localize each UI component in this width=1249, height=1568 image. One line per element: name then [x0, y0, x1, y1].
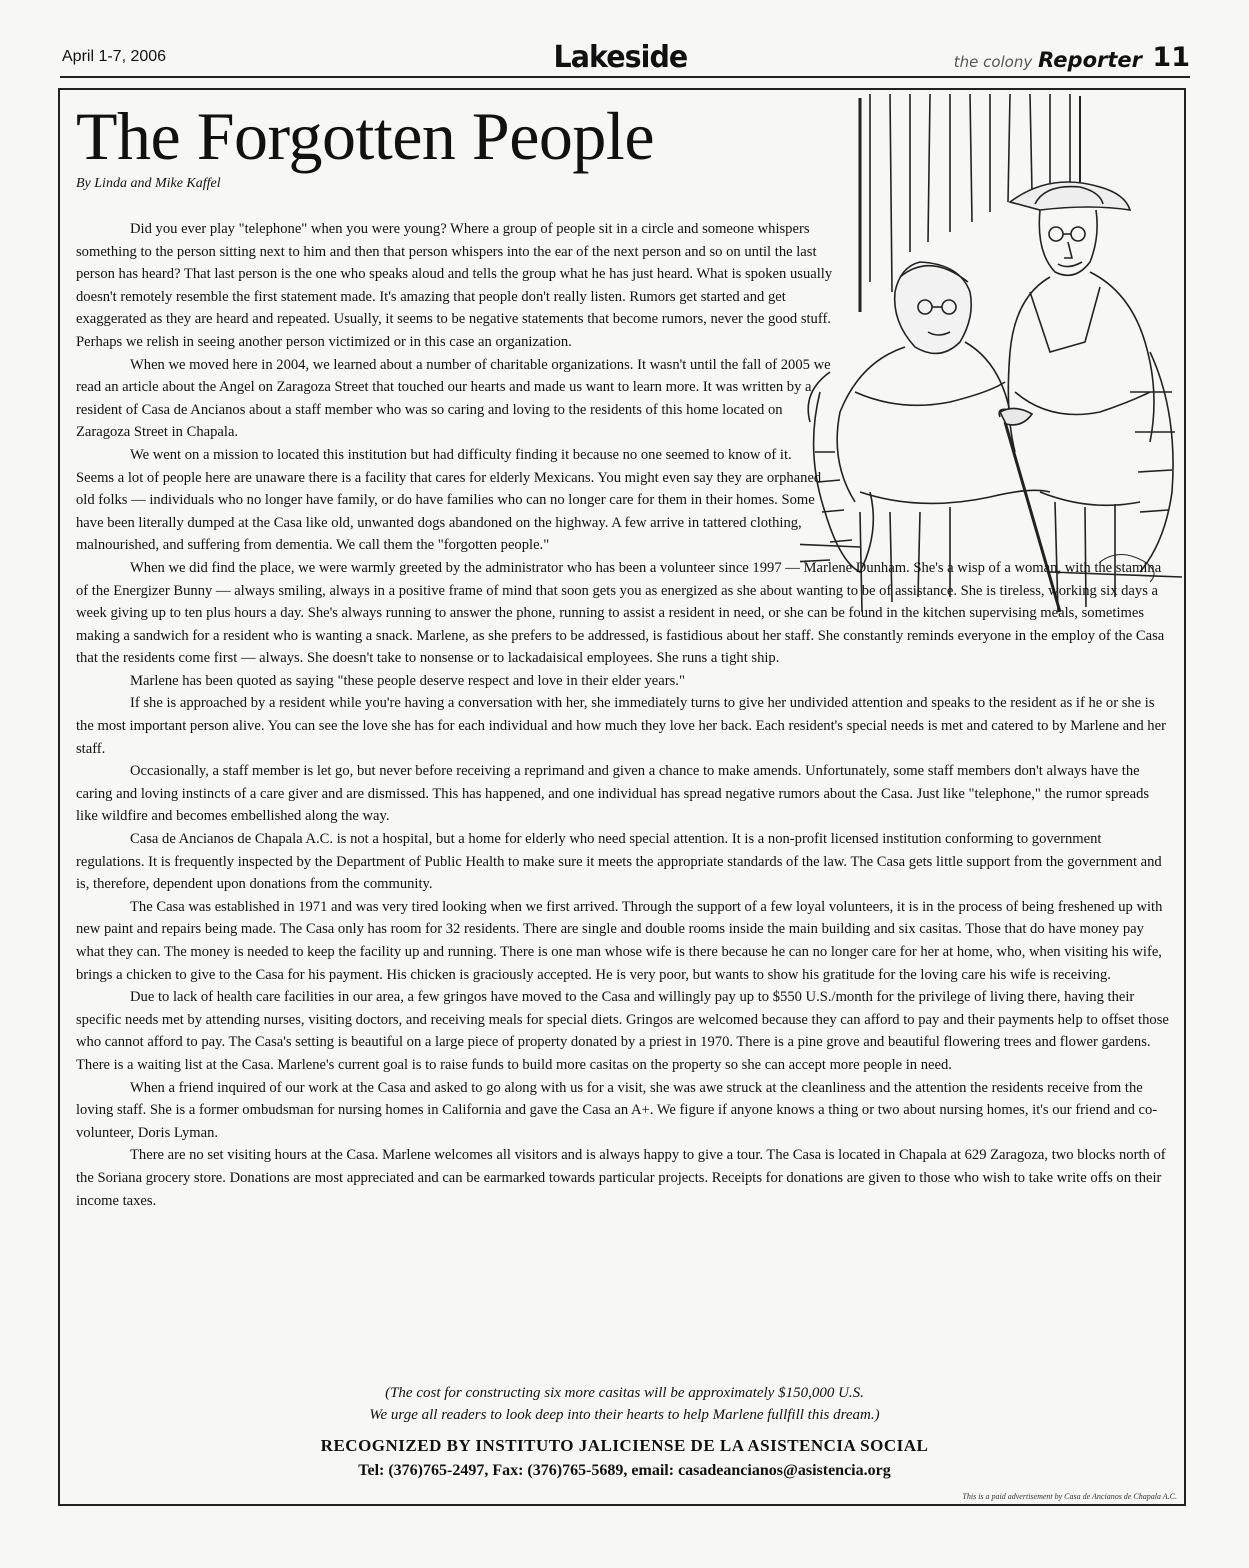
article-byline: By Linda and Mike Kaffel: [76, 176, 221, 191]
article-title: The Forgotten People: [76, 98, 654, 174]
recognition-line: RECOGNIZED BY INSTITUTO JALICIENSE DE LA ASISTENCIA SOCIAL: [320, 1436, 929, 1455]
closing-note-line-1: (The cost for constructing six more casitas will be approximately $150,000 U.S.: [385, 1385, 864, 1401]
article-paragraph: Due to lack of health care facilities in our area, a few gringos have moved to the Casa and willingly pay up to $550 U.S./month for the privilege of living there, having their specific needs met by attending nurses, visiting doctors, and receiving meals for special diets. Gringos are welcomed because they can afford to pay and their payments help to offset those who cannot afford to pay. The Casa's setting is beautiful on a large piece of property donated by a priest in 1970. There is a pine grove and beautiful flowering trees and flower gardens. There is a waiting list at the Casa. Marlene's current goal is to raise funds to build more casitas on the property so she can accept more people in need.: [76, 989, 1169, 1073]
closing-block: [76, 1382, 1173, 1480]
paid-advertisement-notice: This is a paid advertisement by Casa de Ancianos de Chapala A.C.: [962, 1492, 1177, 1501]
closing-note-line-2: We urge all readers to look deep into their hearts to help Marlene fullfill this dream.): [369, 1407, 880, 1423]
article-paragraph: The Casa was established in 1971 and was very tired looking when we first arrived. Through the support of a few loyal volunteers, it is in the process of being freshened up with new paint and repairs being made. The Casa only has room for 32 residents. There are single and double rooms inside the main building and six casitas. Those that do have money pay what they can. The money is needed to keep the facility up and running. There is one man whose wife is there because he can no longer care for her at home, who, when visiting his wife, brings a chicken to give to the Casa for his payment. His chicken is graciously accepted. He is very poor, but wants to show his gratitude for the loving care his wife is receiving.: [76, 898, 1163, 983]
masthead: [60, 40, 1190, 78]
masthead-rule: [60, 76, 1190, 78]
issue-date: April 1-7, 2006: [62, 48, 167, 65]
brand-reporter: Reporter: [1038, 48, 1142, 72]
article-paragraph: When we did find the place, we were warmly greeted by the administrator who has been a volunteer since 1997 — Marlene Dunham. She's a wisp of a woman, with the stamina of the Energizer Bunny — always smiling, always in a positive frame of mind that soon gets you as energized as she about wanting to be of assistance. She is tireless, working six days a week giving up to ten plus hours a day. She's always running to answer the phone, running to assist a resident in need, or she can be found in the kitchen supervising meals, sometimes making a sandwich for a resident who is wanting a snack. Marlene, as she prefers to be addressed, is fastidious about her staff. She constantly reminds everyone in the employ of the Casa that the residents come first — always. She doesn't take to nonsense or to lackadaisical employees. She runs a tight ship.: [76, 559, 1165, 667]
section-title: Lakeside: [553, 40, 688, 75]
article-paragraph: We went on a mission to located this institution but had difficulty finding it because no one seemed to know of it. Seems a lot of people here are unaware there is a facility that cares for elderly Mexicans. You might even say they are orphaned old folks — individuals who no longer have family, or do have families who can no longer care for them in their homes. Some have been literally dumped at the Casa like old, unwanted dogs abandoned on the highway. A few arrive in tattered clothing, malnourished, and suffering from dementia. We call them the "forgotten people.": [76, 446, 822, 554]
article-paragraph: Marlene has been quoted as saying "these people deserve respect and love in their elder years.": [130, 672, 685, 689]
article-paragraph: If she is approached by a resident while you're having a conversation with her, she immediately turns to give her undivided attention and speaks to the resident as if he or she is the most important person alive. You can see the love she has for each individual and how much they love her back. Each resident's special needs is met and catered to by Marlene and her staff.: [76, 695, 1166, 757]
contact-info: Tel: (376)765-2497, Fax: (376)765-5689, email: casadeancianos@asistencia.org: [358, 1462, 891, 1479]
newspaper-brand: [954, 48, 1142, 72]
brand-colony: the colony: [953, 53, 1033, 71]
article-paragraph: Casa de Ancianos de Chapala A.C. is not a hospital, but a home for elderly who need special attention. It is a non-profit licensed institution conforming to government regulations. It is frequently inspected by the Department of Public Health to make sure it meets the appropriate standards of the law. The Casa gets little support from the government and is, therefore, dependent upon donations from the community.: [76, 831, 1162, 893]
article-paragraph: There are no set visiting hours at the Casa. Marlene welcomes all visitors and is always happy to give a tour. The Casa is located in Chapala at 629 Zaragoza, two blocks north of the Soriana grocery store. Donations are most appreciated and can be earmarked towards particular projects. Receipts for donations are given to those who wish to take write offs on their income taxes.: [76, 1147, 1166, 1209]
article-paragraph: When a friend inquired of our work at the Casa and asked to go along with us for a visit, she was awe struck at the cleanliness and the attention the residents receive from the loving staff. She is a former ombudsman for nursing homes in California and gave the Casa an A+. We figure if anyone knows a thing or two about nursing homes, it's our friend and co-volunteer, Doris Lyman.: [76, 1079, 1158, 1141]
article-paragraph: Did you ever play "telephone" when you were young? Where a group of people sit in a circle and someone whispers something to the person sitting next to him and then that person whispers into the ear of the next person and so on until the last person has heard? That last person is the one who speaks aloud and tells the group what he has just heard. What is spoken usually doesn't remotely resemble the first statement made. It's amazing that people don't really listen. Rumors get started and get exaggerated as they are heard and repeated. Usually, it seems to be negative statements that become rumors, never the good stuff. Perhaps we relish in seeing another person victimized or in this case an organization.: [76, 221, 833, 350]
page-number: 11: [1152, 42, 1190, 73]
article-body: [76, 218, 1173, 1212]
article-paragraph: Occasionally, a staff member is let go, but never before receiving a reprimand and given a chance to make amends. Unfortunately, some staff members don't always have the caring and loving instincts of a care giver and are dismissed. This has happened, and one individual has spread negative rumors about the Casa. Just like "telephone," the rumor spreads like wildfire and becomes embellished along the way.: [76, 763, 1150, 825]
article-paragraph: When we moved here in 2004, we learned about a number of charitable organizations. It wasn't until the fall of 2005 we read an article about the Angel on Zaragoza Street that touched our hearts and made us want to learn more. It was written by a resident of Casa de Ancianos about a staff member who was so caring and loving to the residents of this home located on Zaragoza Street in Chapala.: [76, 356, 831, 441]
